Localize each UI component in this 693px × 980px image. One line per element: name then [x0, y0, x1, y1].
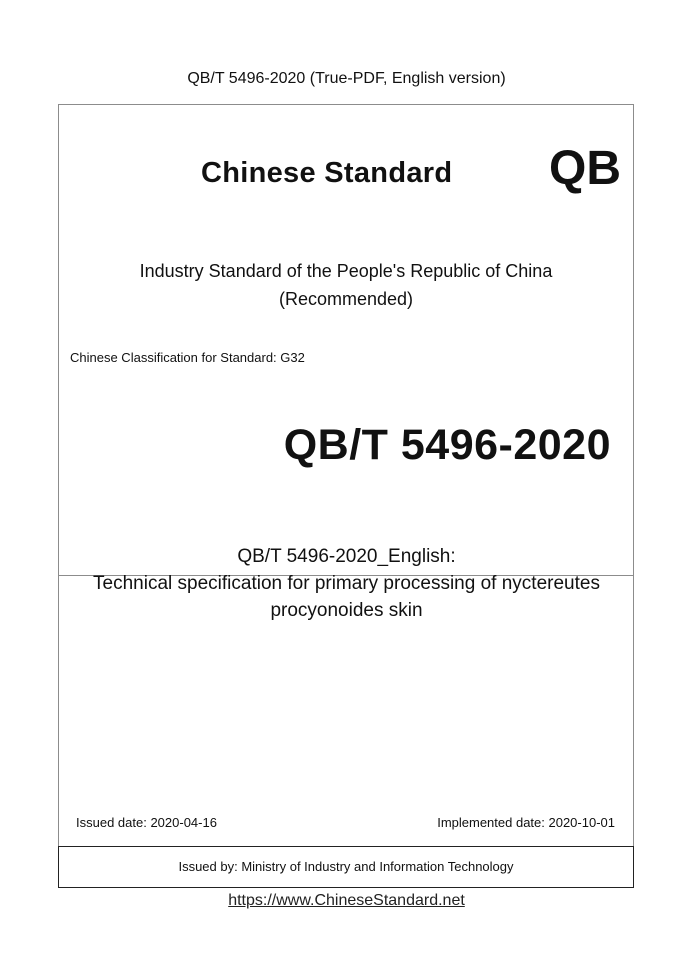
issued-by-box: [58, 846, 634, 888]
standard-code: QB: [549, 142, 621, 195]
industry-line-1: Industry Standard of the People's Republic of China: [139, 261, 553, 281]
industry-standard-text: [59, 257, 633, 313]
cover-frame: [58, 104, 634, 888]
implemented-date: Implemented date: 2020-10-01: [437, 815, 615, 830]
issued-by-text: Issued by: Ministry of Industry and Information Technology: [178, 859, 514, 874]
title-line-2: Technical specification for primary processing of nyctereutes: [93, 573, 600, 594]
classification-text: Chinese Classification for Standard: G32: [70, 350, 305, 365]
document-title: [0, 543, 693, 624]
standard-label: Chinese Standard: [201, 157, 453, 189]
document-header: QB/T 5496-2020 (True-PDF, English version): [187, 70, 506, 87]
title-line-1: QB/T 5496-2020_English:: [237, 546, 456, 567]
title-line-3: procyonoides skin: [270, 600, 423, 621]
issued-date: Issued date: 2020-04-16: [76, 815, 217, 830]
cover-upper-section: [59, 105, 633, 576]
standard-number: QB/T 5496-2020: [283, 421, 611, 469]
industry-line-2: (Recommended): [278, 289, 414, 309]
website-link[interactable]: https://www.ChineseStandard.net: [228, 892, 465, 909]
